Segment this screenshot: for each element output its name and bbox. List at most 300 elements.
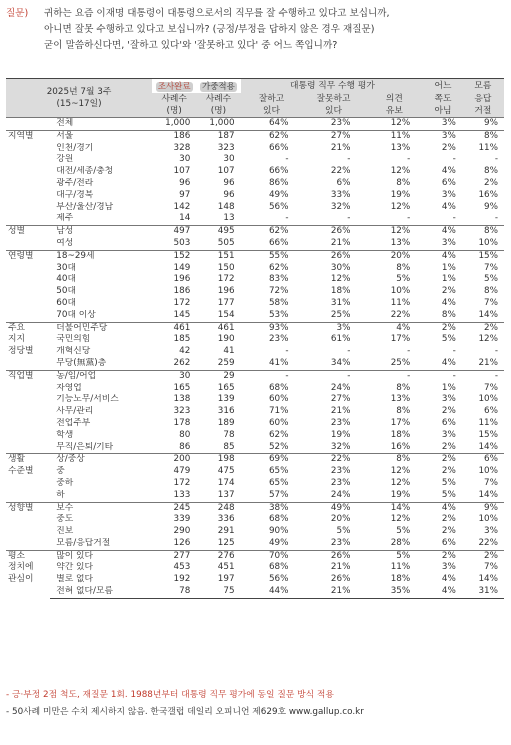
- cell-neither: 4%: [441, 357, 456, 368]
- cell-n2: 177: [217, 297, 235, 308]
- cell-unknown: 11%: [478, 142, 498, 153]
- cell-good: 83%: [268, 274, 289, 285]
- table-row: [6, 454, 504, 466]
- cell-unknown: 5%: [484, 274, 498, 285]
- cell-n1: 1,000: [152, 118, 196, 131]
- cell-bad: 22%: [330, 166, 351, 177]
- cell-hold: -: [364, 370, 424, 382]
- cell-n2: 190: [217, 334, 235, 345]
- cell-n1: 277: [152, 550, 196, 562]
- cell-neither: -: [424, 370, 462, 382]
- cell-n2: 139: [217, 394, 235, 405]
- cell-neither: -: [452, 346, 456, 357]
- row-label: 광주/전라: [56, 177, 94, 188]
- cell-hold: 11%: [390, 562, 411, 573]
- table-row: [6, 478, 504, 490]
- cell-unknown: 11%: [478, 417, 498, 428]
- cell-n2: 151: [196, 250, 240, 262]
- cell-neither: 3%: [424, 118, 462, 131]
- cell-n2: 1,000: [196, 118, 240, 131]
- results-body: [6, 118, 504, 599]
- cell-hold: 14%: [364, 502, 424, 514]
- cell-bad: 12%: [330, 274, 351, 285]
- cell-good: 53%: [268, 309, 289, 320]
- cell-neither: 2%: [441, 441, 456, 452]
- cell-n2: 276: [196, 550, 240, 562]
- row-label: 인천/경기: [56, 142, 94, 153]
- cell-n2: 75: [196, 586, 240, 598]
- table-row: [6, 562, 504, 574]
- cell-bad: 5%: [336, 526, 351, 537]
- cell-neither: 6%: [441, 417, 456, 428]
- cell-unknown: 3%: [484, 526, 498, 537]
- cell-n1: 14: [179, 213, 191, 224]
- cell-n2: 323: [217, 142, 235, 153]
- cell-neither: 2%: [424, 454, 462, 466]
- group-label: [6, 322, 50, 370]
- table-row: [6, 514, 504, 526]
- cell-unknown: 31%: [462, 586, 504, 598]
- row-label: 무당(無黨)층: [56, 357, 107, 368]
- cell-n2: 197: [217, 574, 235, 585]
- cell-hold: 19%: [390, 189, 411, 200]
- row-label: 중하: [56, 477, 74, 488]
- cell-hold: 4%: [364, 322, 424, 334]
- cell-unknown: 7%: [484, 297, 498, 308]
- cell-bad: 24%: [330, 382, 351, 393]
- cell-unknown: 9%: [462, 118, 504, 131]
- group-label-line: 평소: [8, 550, 25, 561]
- cell-neither: 2%: [441, 406, 456, 417]
- cell-hold: 13%: [390, 142, 411, 153]
- cell-neither: 5%: [441, 489, 456, 500]
- cell-good: 65%: [268, 466, 289, 477]
- row-label: 무직/은퇴/기타: [56, 441, 114, 452]
- cell-unknown: 9%: [462, 502, 504, 514]
- cell-neither: -: [452, 154, 456, 165]
- results-table: [6, 78, 504, 599]
- cell-hold: 17%: [390, 334, 411, 345]
- period-range: (15~17일): [56, 99, 102, 109]
- row-label: 대전/세종/충청: [56, 166, 114, 177]
- table-row: [6, 502, 504, 514]
- row-label: 자영업: [56, 382, 82, 393]
- unit-label: (명): [152, 105, 196, 118]
- row-label: 50대: [56, 286, 76, 297]
- footnote: - 긍·부정 2점 척도, 재질문 1회. 1988년부터 대통령 직무 평가에 동일 질문 방식 적용: [6, 690, 334, 700]
- table-row: [6, 346, 504, 358]
- cell-good: 70%: [241, 550, 303, 562]
- cell-neither: 2%: [441, 142, 456, 153]
- cell-hold: 25%: [390, 357, 411, 368]
- cell-n1: 107: [173, 166, 191, 177]
- cell-neither: 2%: [424, 550, 462, 562]
- table-row: [6, 250, 504, 262]
- cell-bad: 21%: [330, 406, 351, 417]
- cell-n1: 152: [152, 250, 196, 262]
- cell-neither: 2%: [441, 514, 456, 525]
- row-label: 중: [56, 466, 65, 477]
- cell-unknown: 9%: [484, 201, 498, 212]
- total-row: [6, 118, 504, 131]
- cell-hold: 13%: [390, 394, 411, 405]
- hold-header: 의견: [364, 93, 424, 105]
- cell-hold: 28%: [390, 537, 411, 548]
- cell-bad: -: [347, 154, 351, 165]
- table-row: [6, 226, 504, 238]
- row-label: 30대: [56, 262, 76, 273]
- group-label-line: 정당별: [8, 346, 34, 357]
- cell-n1: 497: [152, 226, 196, 238]
- cell-unknown: 7%: [484, 262, 498, 273]
- cell-n1: 126: [173, 537, 191, 548]
- cell-good: -: [285, 154, 289, 165]
- cell-bad: 26%: [303, 250, 365, 262]
- cell-bad: 6%: [336, 177, 351, 188]
- cell-unknown: 15%: [462, 250, 504, 262]
- cell-bad: 30%: [330, 262, 351, 273]
- row-label: 여성: [56, 237, 74, 248]
- cell-unknown: 10%: [478, 394, 498, 405]
- cell-n1: 78: [152, 586, 196, 598]
- cell-hold: 19%: [390, 489, 411, 500]
- table-row: [6, 190, 504, 202]
- cell-good: 68%: [268, 514, 289, 525]
- cell-bad: 27%: [330, 394, 351, 405]
- row-label: 개혁신당: [56, 346, 91, 357]
- cell-hold: -: [407, 346, 411, 357]
- cell-n1: 200: [152, 454, 196, 466]
- cell-hold: 8%: [396, 406, 411, 417]
- cell-hold: -: [407, 154, 411, 165]
- cell-good: 62%: [241, 226, 303, 238]
- table-row: [6, 130, 504, 142]
- row-label: 18~29세: [50, 250, 152, 262]
- group-label-line: 정치에: [8, 562, 34, 573]
- cell-n2: 96: [223, 177, 235, 188]
- table-row: [6, 442, 504, 454]
- cell-good: 65%: [268, 477, 289, 488]
- cell-n2: 336: [217, 514, 235, 525]
- cell-good: 56%: [268, 201, 289, 212]
- cell-unknown: 15%: [478, 429, 498, 440]
- table-row: [6, 430, 504, 442]
- row-label: 보수: [50, 502, 152, 514]
- table-row: [6, 538, 504, 550]
- cell-neither: 2%: [441, 466, 456, 477]
- cell-neither: 5%: [441, 477, 456, 488]
- cell-n2: 150: [217, 262, 235, 273]
- cell-neither: 1%: [441, 274, 456, 285]
- cell-hold: 12%: [364, 226, 424, 238]
- cell-bad: 49%: [303, 502, 365, 514]
- table-row: [6, 274, 504, 286]
- cell-unknown: 8%: [484, 286, 498, 297]
- cell-hold: 35%: [364, 586, 424, 598]
- cell-unknown: 2%: [484, 177, 498, 188]
- cell-hold: 8%: [396, 382, 411, 393]
- case-count-label: 사례수: [196, 93, 240, 105]
- row-label: 기능노무/서비스: [56, 394, 119, 405]
- cell-bad: 26%: [330, 574, 351, 585]
- group-label: [6, 370, 50, 454]
- cell-n1: 178: [173, 417, 191, 428]
- cell-hold: 18%: [390, 574, 411, 585]
- cell-n1: 479: [173, 466, 191, 477]
- cell-n2: 13: [223, 213, 235, 224]
- cell-n1: 453: [173, 562, 191, 573]
- row-label: 약간 있다: [56, 562, 94, 573]
- row-label: 40대: [56, 274, 76, 285]
- cell-unknown: -: [462, 370, 504, 382]
- neither-header: 어느: [424, 79, 462, 94]
- cell-good: 52%: [268, 441, 289, 452]
- cell-n1: 149: [173, 262, 191, 273]
- table-row: [6, 154, 504, 166]
- row-label: 남성: [50, 226, 152, 238]
- row-label: 서울: [50, 130, 152, 142]
- cell-n1: 133: [173, 489, 191, 500]
- bad-header-2: 있다: [303, 105, 365, 118]
- cell-bad: 61%: [330, 334, 351, 345]
- row-label: 부산/울산/경남: [56, 201, 114, 212]
- cell-bad: 19%: [330, 429, 351, 440]
- cell-good: 58%: [268, 297, 289, 308]
- table-row: [6, 213, 504, 225]
- cell-hold: 16%: [390, 441, 411, 452]
- cell-bad: 20%: [330, 514, 351, 525]
- table-row: [6, 166, 504, 178]
- cell-bad: 26%: [303, 226, 365, 238]
- cell-unknown: 12%: [478, 334, 498, 345]
- cell-good: 49%: [268, 189, 289, 200]
- cell-hold: 12%: [390, 201, 411, 212]
- cell-unknown: 8%: [462, 226, 504, 238]
- cell-n2: 174: [217, 477, 235, 488]
- cell-good: 62%: [268, 429, 289, 440]
- cell-n1: 145: [173, 309, 191, 320]
- table-row: [6, 574, 504, 586]
- row-label: 사무/관리: [56, 406, 94, 417]
- cell-n2: 187: [196, 130, 240, 142]
- cell-n2: 475: [217, 466, 235, 477]
- cell-neither: 4%: [441, 297, 456, 308]
- cell-unknown: 21%: [478, 357, 498, 368]
- cell-unknown: -: [494, 154, 498, 165]
- group-label: [6, 130, 50, 225]
- cell-hold: 12%: [364, 118, 424, 131]
- group-label: [6, 502, 50, 550]
- cell-good: 57%: [268, 489, 289, 500]
- cell-n2: 495: [196, 226, 240, 238]
- footnote: - 50사례 미만은 수치 제시하지 않음. 한국갤럽 데일리 오피니언 제629호 www.gallup.co.kr: [6, 707, 364, 717]
- group-label-line: 지지: [8, 334, 25, 345]
- group-label: [6, 550, 50, 598]
- cell-hold: 18%: [390, 429, 411, 440]
- cell-bad: 33%: [330, 189, 351, 200]
- cell-neither: 4%: [424, 586, 462, 598]
- table-row: [6, 490, 504, 502]
- cell-good: 72%: [268, 286, 289, 297]
- cell-good: 56%: [268, 574, 289, 585]
- row-label: 많이 있다: [50, 550, 152, 562]
- cell-n2: 189: [217, 417, 235, 428]
- cell-bad: 21%: [330, 142, 351, 153]
- group-label-line: 지역별: [8, 130, 34, 141]
- cell-n1: 323: [173, 406, 191, 417]
- cell-good: 23%: [268, 334, 289, 345]
- cell-unknown: 6%: [484, 406, 498, 417]
- cell-good: 66%: [268, 142, 289, 153]
- group-label-line: 주요: [8, 322, 25, 333]
- row-label: 더불어민주당: [50, 322, 152, 334]
- cell-neither: 3%: [441, 562, 456, 573]
- row-label: 전체: [50, 118, 152, 131]
- cell-n1: 185: [173, 334, 191, 345]
- neither-sub: 쪽도: [424, 93, 462, 105]
- cell-n1: 142: [173, 201, 191, 212]
- cell-bad: 31%: [330, 297, 351, 308]
- table-row: [6, 550, 504, 562]
- cell-n1: 186: [152, 130, 196, 142]
- cell-good: 55%: [241, 250, 303, 262]
- group-label: [6, 250, 50, 322]
- good-header: 잘하고: [241, 93, 303, 105]
- row-label: 중도: [56, 514, 74, 525]
- row-label: 제주: [56, 213, 74, 224]
- cell-n2: 259: [217, 357, 235, 368]
- cell-bad: 23%: [330, 417, 351, 428]
- table-row: [6, 202, 504, 214]
- cell-hold: 12%: [390, 514, 411, 525]
- cell-hold: 22%: [390, 309, 411, 320]
- cell-bad: 21%: [303, 586, 365, 598]
- neither-sub-2: 아님: [424, 105, 462, 118]
- cell-neither: 4%: [424, 502, 462, 514]
- cell-hold: 11%: [364, 130, 424, 142]
- cell-n1: 461: [152, 322, 196, 334]
- cell-unknown: 14%: [478, 309, 498, 320]
- cell-good: 86%: [268, 177, 289, 188]
- cell-neither: 3%: [441, 237, 456, 248]
- case-count-label: 사례수: [152, 93, 196, 105]
- cell-n1: 339: [173, 514, 191, 525]
- cell-good: 66%: [268, 166, 289, 177]
- cell-n1: 96: [179, 177, 191, 188]
- cell-n1: 138: [173, 394, 191, 405]
- survey-count-header: 조사완료: [152, 79, 196, 94]
- cell-neither: 4%: [441, 201, 456, 212]
- cell-unknown: 22%: [478, 537, 498, 548]
- cell-n2: 505: [217, 237, 235, 248]
- cell-n1: 186: [173, 286, 191, 297]
- cell-hold: 17%: [390, 417, 411, 428]
- cell-neither: 3%: [441, 429, 456, 440]
- cell-n2: 172: [217, 274, 235, 285]
- cell-neither: 3%: [441, 189, 456, 200]
- cell-good: 60%: [268, 417, 289, 428]
- cell-good: -: [285, 213, 289, 224]
- table-row: [6, 466, 504, 478]
- hold-header-2: 유보: [364, 105, 424, 118]
- cell-hold: -: [407, 213, 411, 224]
- group-label-line: 생활: [8, 454, 25, 465]
- cell-bad: 23%: [330, 477, 351, 488]
- cell-n1: 290: [173, 526, 191, 537]
- row-label: 전업주부: [56, 417, 91, 428]
- table-row: [6, 322, 504, 334]
- cell-good: 62%: [241, 130, 303, 142]
- row-label: 상/중상: [50, 454, 152, 466]
- cell-unknown: 8%: [462, 130, 504, 142]
- weighted-count-header: 가중적용: [196, 79, 240, 94]
- cell-hold: 12%: [390, 166, 411, 177]
- cell-good: 66%: [268, 237, 289, 248]
- cell-n1: 42: [179, 346, 191, 357]
- cell-neither: 3%: [441, 394, 456, 405]
- cell-bad: 25%: [330, 309, 351, 320]
- cell-unknown: -: [494, 346, 498, 357]
- table-row: [6, 370, 504, 382]
- question-line: 귀하는 요즘 이재명 대통령이 대통령으로서의 직무를 잘 수행하고 있다고 보십니까,: [44, 8, 390, 19]
- cell-n2: 107: [217, 166, 235, 177]
- cell-unknown: 2%: [462, 322, 504, 334]
- cell-n2: 30: [223, 154, 235, 165]
- cell-hold: 11%: [390, 297, 411, 308]
- group-label: [6, 226, 50, 251]
- cell-n2: 198: [196, 454, 240, 466]
- period-header: [6, 79, 152, 118]
- cell-good: 68%: [268, 562, 289, 573]
- cell-n1: 328: [173, 142, 191, 153]
- cell-unknown: 8%: [484, 166, 498, 177]
- row-label: 농/임/어업: [50, 370, 152, 382]
- cell-n2: 29: [196, 370, 240, 382]
- cell-n1: 503: [173, 237, 191, 248]
- cell-n2: 461: [196, 322, 240, 334]
- cell-unknown: 10%: [478, 466, 498, 477]
- evaluation-header: 대통령 직무 수행 평가: [241, 79, 425, 94]
- bad-header: 잘못하고: [303, 93, 365, 105]
- row-label: 하: [56, 489, 65, 500]
- row-label: 국민의힘: [56, 334, 91, 345]
- cell-unknown: 7%: [484, 382, 498, 393]
- unknown-sub-2: 거절: [462, 105, 504, 118]
- cell-neither: 4%: [441, 166, 456, 177]
- cell-bad: 27%: [303, 130, 365, 142]
- cell-n2: 291: [217, 526, 235, 537]
- footnotes: [6, 687, 506, 721]
- row-label: 전혀 없다/모름: [50, 586, 152, 598]
- cell-hold: 5%: [396, 274, 411, 285]
- cell-n2: 137: [217, 489, 235, 500]
- table-row: [6, 286, 504, 298]
- group-label-line: 성향별: [8, 502, 34, 513]
- cell-neither: 4%: [424, 226, 462, 238]
- cell-unknown: 7%: [484, 477, 498, 488]
- cell-neither: 6%: [441, 177, 456, 188]
- cell-n1: 86: [179, 441, 191, 452]
- row-label: 진보: [56, 526, 74, 537]
- row-label: 대구/경북: [56, 189, 94, 200]
- cell-neither: -: [452, 213, 456, 224]
- cell-n1: 196: [173, 274, 191, 285]
- cell-bad: 21%: [330, 562, 351, 573]
- cell-good: 62%: [268, 262, 289, 273]
- cell-neither: 4%: [424, 250, 462, 262]
- cell-hold: 5%: [396, 526, 411, 537]
- cell-good: 60%: [268, 394, 289, 405]
